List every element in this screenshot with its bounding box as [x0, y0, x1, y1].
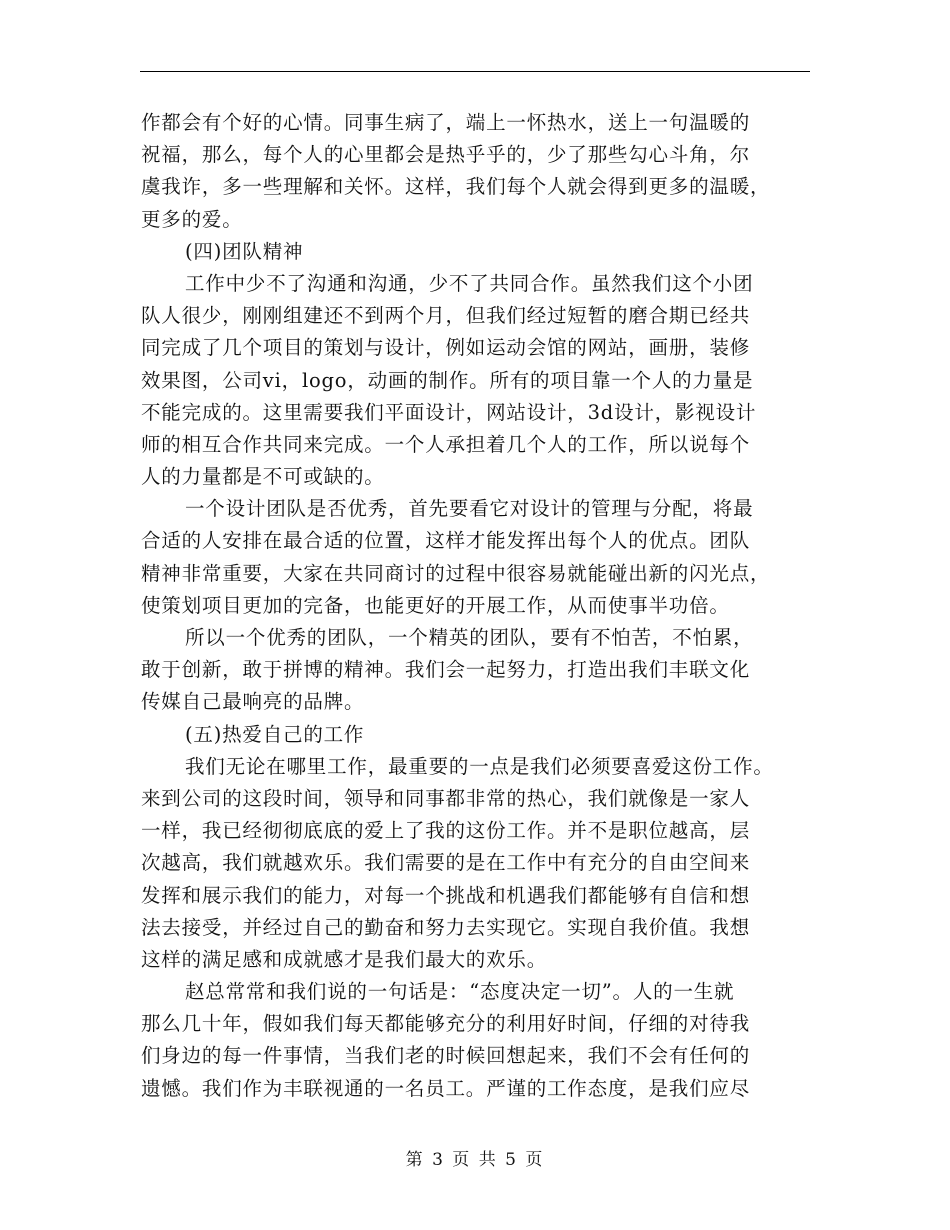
paragraph	[141, 719, 811, 751]
paragraph	[141, 622, 811, 719]
paragraph	[141, 493, 811, 622]
text-line: (四)团队精神	[185, 239, 304, 263]
text-line: 所以一个优秀的团队，一个精英的团队，要有不怕苦，不怕累，	[185, 626, 754, 649]
text-line: 效果图，公司vi，logo，动画的制作。所有的项目靠一个人的力量是	[141, 368, 754, 392]
paragraph	[141, 268, 811, 493]
text-line: 发挥和展示我们的能力，对每一个挑战和机遇我们都能够有自信和想	[141, 883, 751, 907]
text-line: 作都会有个好的心情。同事生病了，端上一怀热水，送上一句温暖的	[141, 111, 751, 134]
text-line: 来到公司的这段时间，领导和同事都非常的热心，我们就像是一家人	[141, 786, 751, 810]
text-line: 人的力量都是不可或缺的。	[141, 465, 385, 489]
text-line: (五)热爱自己的工作	[185, 722, 365, 746]
text-line: 队人很少，刚刚组建还不到两个月，但我们经过短暂的磨合期已经共	[141, 304, 751, 328]
text-line: 们身边的每一件事情，当我们老的时候回想起来，我们不会有任何的	[141, 1044, 751, 1068]
text-line: 更多的爱。	[141, 207, 243, 231]
text-line: 我们无论在哪里工作，最重要的一点是我们必须要喜爱这份工作。	[185, 754, 774, 778]
document-body	[141, 107, 811, 1105]
text-line: 法去接受，并经过自己的勤奋和努力去实现它。实现自我价值。我想	[141, 915, 751, 939]
text-line: 使策划项目更加的完备，也能更好的开展工作，从而使事半功倍。	[141, 593, 730, 617]
text-line: 工作中少不了沟通和沟通，少不了共同合作。虽然我们这个小团	[185, 271, 754, 295]
header-rule	[140, 71, 810, 72]
text-line: 一个设计团队是否优秀，首先要看它对设计的管理与分配，将最	[185, 497, 754, 521]
text-line: 敢于创新，敢于拼博的精神。我们会一起努力，打造出我们丰联文化	[141, 658, 751, 682]
text-line: 虞我诈，多一些理解和关怀。这样，我们每个人就会得到更多的温暖，	[141, 175, 771, 199]
text-line: 次越高，我们就越欢乐。我们需要的是在工作中有充分的自由空间来	[141, 851, 751, 875]
text-line: 那么几十年，假如我们每天都能够充分的利用好时间，仔细的对待我	[141, 1012, 751, 1036]
paragraph	[141, 976, 811, 1105]
text-line: 合适的人安排在最合适的位置，这样才能发挥出每个人的优点。团队	[141, 529, 751, 553]
page-number-footer: 第 3 页 共 5 页	[405, 1150, 545, 1170]
text-line: 师的相互合作共同来完成。一个人承担着几个人的工作，所以说每个	[141, 432, 751, 456]
text-line: 不能完成的。这里需要我们平面设计，网站设计，3d设计，影视设计	[141, 400, 757, 424]
text-line: 遗憾。我们作为丰联视通的一名员工。严谨的工作态度，是我们应尽	[141, 1076, 751, 1100]
text-line: 同完成了几个项目的策划与设计，例如运动会馆的网站，画册，装修	[141, 336, 751, 360]
paragraph	[141, 236, 811, 268]
text-line: 祝福，那么，每个人的心里都会是热乎乎的，少了那些勾心斗角，尔	[141, 143, 751, 167]
paragraph	[141, 751, 811, 976]
paragraph	[141, 107, 811, 236]
text-line: 传媒自己最响亮的品牌。	[141, 690, 365, 714]
text-line: 这样的满足感和成就感才是我们最大的欢乐。	[141, 947, 548, 971]
text-line: 精神非常重要，大家在共同商讨的过程中很容易就能碰出新的闪光点，	[141, 561, 771, 585]
text-line: 赵总常常和我们说的一句话是：“态度决定一切”。人的一生就	[185, 980, 735, 1004]
text-line: 一样，我已经彻彻底底的爱上了我的这份工作。并不是职位越高，层	[141, 819, 751, 843]
